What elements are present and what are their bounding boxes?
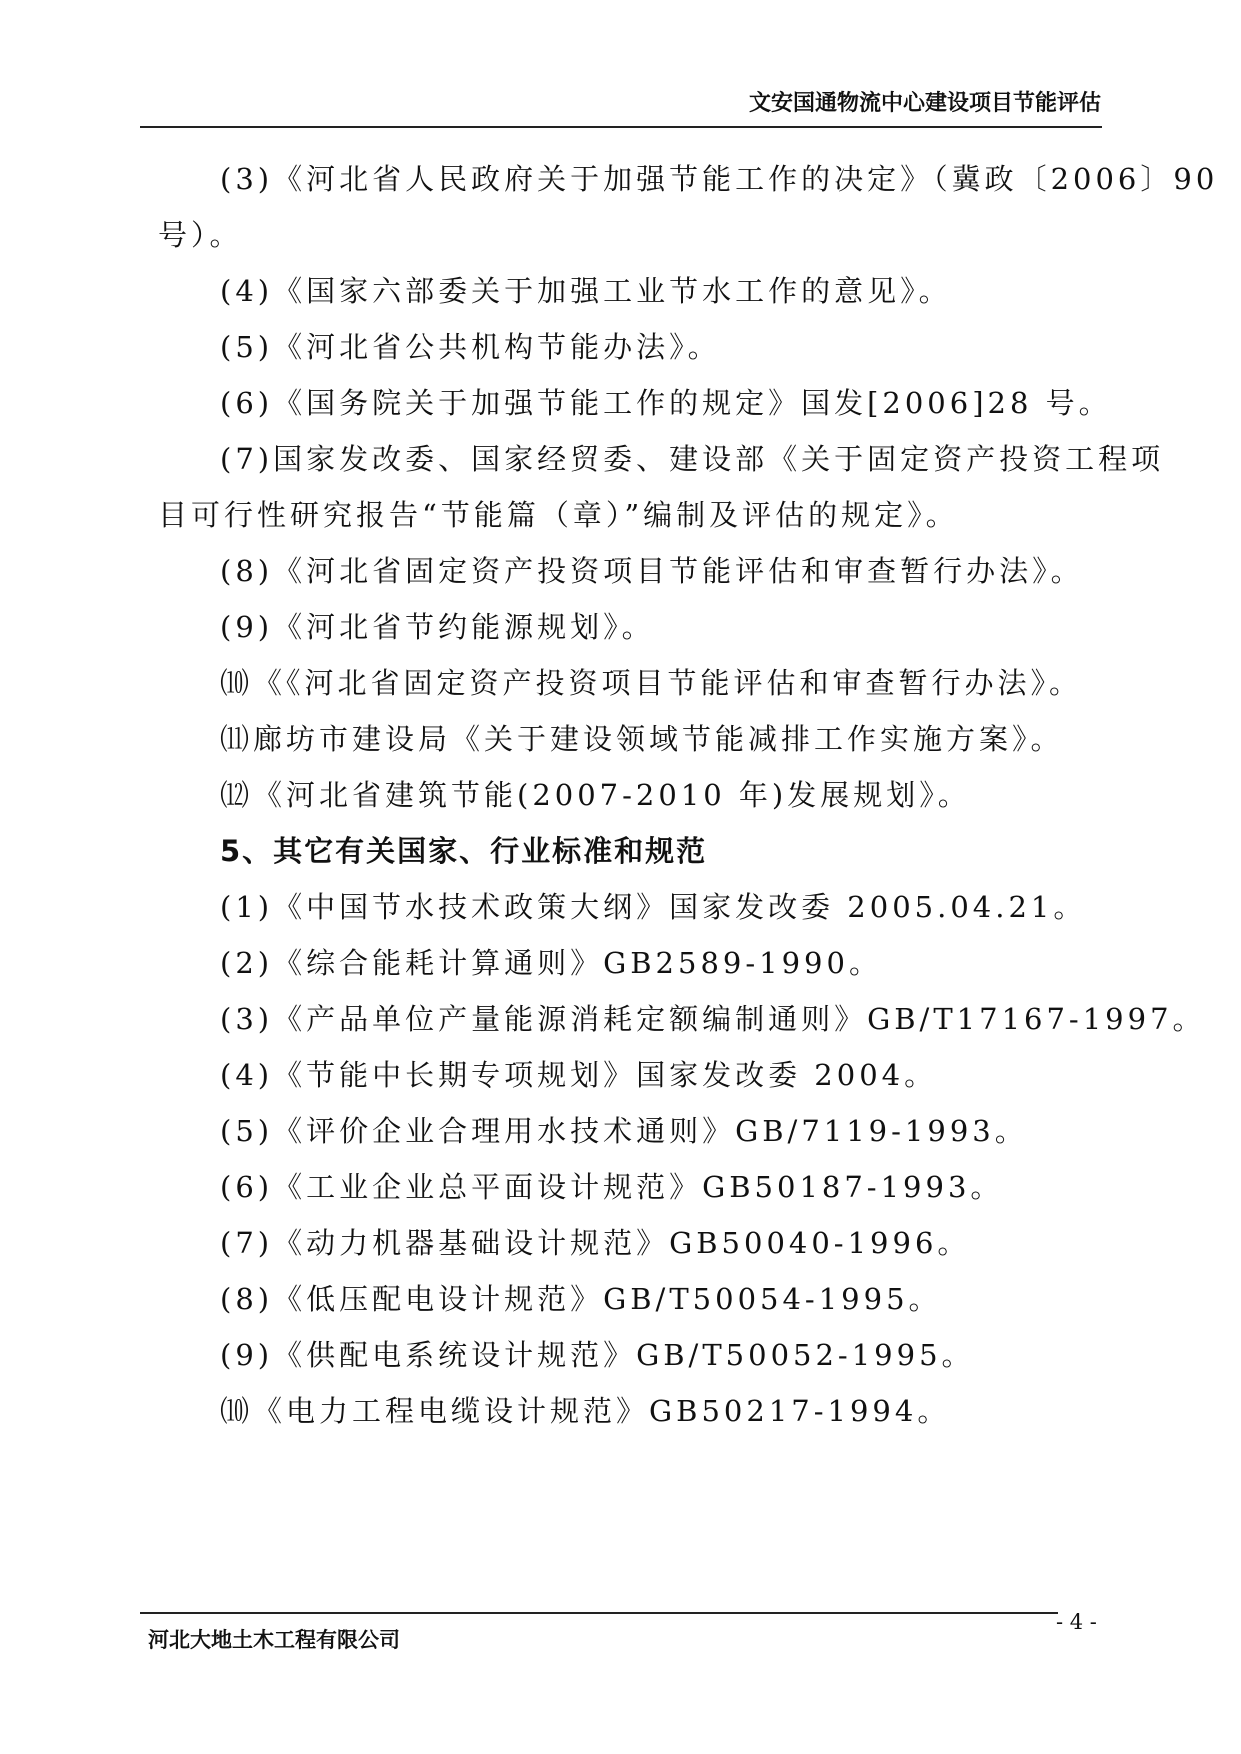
paragraph-line: (4)《节能中长期专项规划》国家发改委 2004。 (220, 1058, 938, 1092)
paragraph-line: (1)《中国节水技术政策大纲》国家发改委 2005.04.21。 (220, 890, 1087, 924)
paragraph-line: ⑽《《河北省固定资产投资项目节能评估和审查暂行办法》。 (220, 666, 1083, 700)
paragraph-line: (6)《国务院关于加强节能工作的规定》国发[2006]28 号。 (220, 386, 1112, 420)
paragraph-line: (9)《供配电系统设计规范》GB/T50052-1995。 (220, 1338, 975, 1372)
paragraph-line: (6)《工业企业总平面设计规范》GB50187-1993。 (220, 1170, 1004, 1204)
paragraph-line: (4)《国家六部委关于加强工业节水工作的意见》。 (220, 274, 952, 308)
header-rule (140, 126, 1102, 128)
paragraph-line: (3)《产品单位产量能源消耗定额编制通则》GB/T17167-1997。 (220, 1002, 1206, 1036)
paragraph-line: ⑽《电力工程电缆设计规范》GB50217-1994。 (220, 1394, 951, 1428)
footer-company: 河北大地土木工程有限公司 (148, 1627, 400, 1652)
footer-rule (140, 1612, 1058, 1614)
paragraph-line: ⑿《河北省建筑节能(2007-2010 年)发展规划》。 (220, 778, 971, 812)
paragraph-line: 目可行性研究报告“节能篇（章）”编制及评估的规定》。 (158, 498, 959, 532)
paragraph-line: (5)《评价企业合理用水技术通则》GB/7119-1993。 (220, 1114, 1028, 1148)
paragraph-line: ⑾廊坊市建设局《关于建设领域节能减排工作实施方案》。 (220, 722, 1064, 756)
paragraph-line: 号）。 (158, 218, 243, 252)
paragraph-line: (7)国家发改委、国家经贸委、建设部《关于固定资产投资工程项 (220, 442, 1165, 476)
paragraph-line: (8)《河北省固定资产投资项目节能评估和审查暂行办法》。 (220, 554, 1084, 588)
header-title: 文安国通物流中心建设项目节能评估 (748, 90, 1101, 116)
paragraph-line: (9)《河北省节约能源规划》。 (220, 610, 655, 644)
section-heading: 5、其它有关国家、行业标准和规范 (220, 834, 708, 868)
paragraph-line: (3)《河北省人民政府关于加强节能工作的决定》（冀政〔2006〕90 (220, 162, 1219, 196)
page-number: - 4 - (1056, 1610, 1097, 1634)
paragraph-line: (7)《动力机器基础设计规范》GB50040-1996。 (220, 1226, 971, 1260)
paragraph-line: (8)《低压配电设计规范》GB/T50054-1995。 (220, 1282, 942, 1316)
paragraph-line: (2)《综合能耗计算通则》GB2589-1990。 (220, 946, 882, 980)
paragraph-line: (5)《河北省公共机构节能办法》。 (220, 330, 721, 364)
document-body (158, 160, 1219, 1430)
